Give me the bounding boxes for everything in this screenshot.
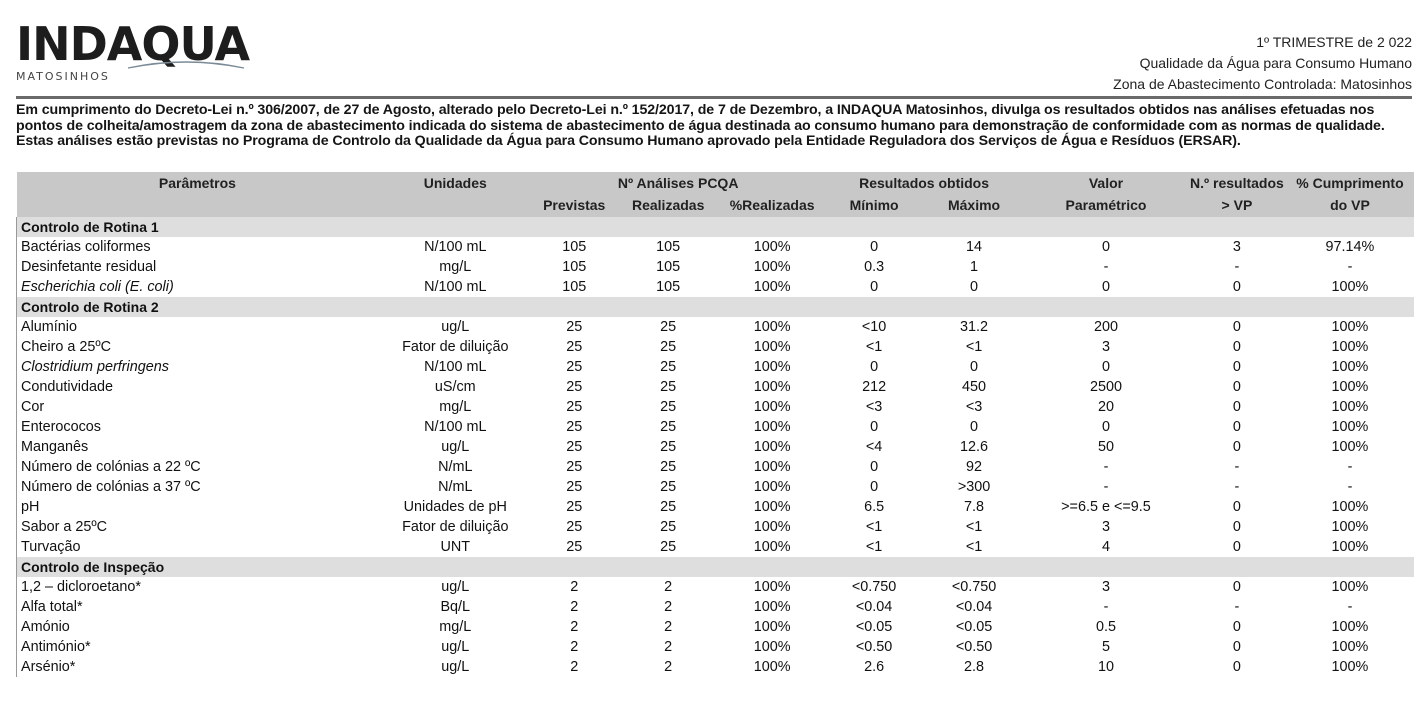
cell-prev: 25 [566, 379, 583, 395]
cell-cump: 100% [1331, 359, 1369, 375]
cell-n: 0 [1232, 659, 1241, 675]
cell-cump: 100% [1331, 279, 1369, 295]
cell-vp: 3 [1101, 339, 1110, 355]
cell-unit: N/100 mL [424, 419, 487, 435]
cell-cump: 97.14% [1325, 239, 1375, 255]
cell-unit: Bq/L [440, 599, 471, 615]
cell-cump: 100% [1331, 659, 1369, 675]
cell-vp: 50 [1097, 439, 1114, 455]
cell-max: <0.04 [955, 599, 993, 615]
cell-real: 25 [660, 479, 677, 495]
cell-min: <0.05 [855, 619, 893, 635]
cell-prev: 25 [566, 359, 583, 375]
cell-n: 0 [1232, 439, 1241, 455]
section-header [17, 557, 1415, 577]
parameter-name: Desinfetante residual [17, 257, 379, 277]
cell-n: 0 [1232, 399, 1241, 415]
cell-min: <0.750 [851, 579, 897, 595]
cell-unit: ug/L [441, 319, 470, 335]
parameter-name: Número de colónias a 37 ºC [17, 477, 379, 497]
cell-real: 25 [660, 459, 677, 475]
cell-real: 25 [660, 539, 677, 555]
cell-max: >300 [957, 479, 991, 495]
cell-max: <0.05 [955, 619, 993, 635]
cell-unit: mg/L [439, 399, 472, 415]
table-row [17, 457, 1415, 477]
cell-vp: 3 [1101, 579, 1110, 595]
cell-n: 0 [1232, 539, 1241, 555]
cell-vp: 0 [1101, 239, 1110, 255]
parameter-name: Bactérias coliformes [17, 237, 379, 257]
cell-min: <1 [865, 519, 883, 535]
cell-real: 105 [656, 259, 681, 275]
cell-real: 105 [656, 279, 681, 295]
col-resultados: Resultados obtidos [824, 172, 1024, 193]
col-pct-realizadas: %Realizadas [720, 193, 824, 217]
cell-prev: 25 [566, 419, 583, 435]
cell-n: 0 [1232, 579, 1241, 595]
col-analises: Nº Análises PCQA [532, 172, 824, 193]
report-subtitle: Qualidade da Água para Consumo Humano [1139, 55, 1412, 71]
cell-prev: 25 [566, 459, 583, 475]
col-realizadas: Realizadas [616, 193, 720, 217]
cell-n: - [1234, 479, 1240, 495]
cell-cump: 100% [1331, 419, 1369, 435]
col-nresultados: N.º resultados [1188, 172, 1286, 193]
table-row [17, 337, 1415, 357]
cell-min: 0 [870, 279, 879, 295]
cell-pct: 100% [753, 579, 791, 595]
indaqua-logo [16, 17, 250, 83]
parameter-name: Condutividade [17, 377, 379, 397]
results-table [16, 172, 1414, 677]
cell-n: 0 [1232, 619, 1241, 635]
cell-prev: 25 [566, 439, 583, 455]
col-unidades: Unidades [378, 172, 532, 193]
cell-prev: 105 [562, 279, 587, 295]
cell-pct: 100% [753, 599, 791, 615]
cell-pct: 100% [753, 359, 791, 375]
cell-pct: 100% [753, 379, 791, 395]
cell-max: 2.8 [964, 659, 985, 675]
parameter-name: Enterococos [17, 417, 379, 437]
table-row [17, 597, 1415, 617]
cell-cump: 100% [1331, 499, 1369, 515]
cell-prev: 105 [562, 259, 587, 275]
cell-real: 25 [660, 399, 677, 415]
parameter-name: Clostridium perfringens [17, 357, 379, 377]
cell-cump: 100% [1331, 519, 1369, 535]
col-maximo: Máximo [924, 193, 1024, 217]
cell-cump: 100% [1331, 539, 1369, 555]
cell-max: 12.6 [960, 439, 989, 455]
cell-pct: 100% [753, 519, 791, 535]
cell-vp: - [1103, 479, 1109, 495]
cell-prev: 2 [570, 619, 579, 635]
brand-name: INDAQUA [16, 17, 250, 71]
cell-unit: mg/L [439, 259, 472, 275]
supply-zone: Zona de Abastecimento Controlada: Matosinhos [1113, 76, 1412, 92]
cell-pct: 100% [753, 539, 791, 555]
table-row [17, 617, 1415, 637]
section-title: Controlo de Inspeção [17, 557, 1415, 577]
cell-n: 0 [1232, 339, 1241, 355]
cell-min: <1 [865, 339, 883, 355]
cell-n: 0 [1232, 319, 1241, 335]
cell-max: <1 [965, 339, 983, 355]
cell-real: 25 [660, 519, 677, 535]
results-body [17, 217, 1415, 677]
section-title: Controlo de Rotina 1 [17, 217, 1415, 237]
cell-vp: 0 [1101, 419, 1110, 435]
cell-vp: 200 [1093, 319, 1118, 335]
cell-real: 25 [660, 359, 677, 375]
cell-cump: 100% [1331, 339, 1369, 355]
cell-vp: 20 [1097, 399, 1114, 415]
cell-cump: - [1347, 459, 1353, 475]
cell-pct: 100% [753, 319, 791, 335]
cell-cump: - [1347, 599, 1353, 615]
cell-vp: >=6.5 e <=9.5 [1061, 499, 1151, 515]
parameter-name: Amónio [17, 617, 379, 637]
parameter-name: Número de colónias a 22 ºC [17, 457, 379, 477]
cell-max: 450 [962, 379, 987, 395]
col-gt-vp: > VP [1188, 193, 1286, 217]
table-row [17, 317, 1415, 337]
cell-vp: - [1103, 459, 1109, 475]
cell-unit: N/100 mL [424, 279, 487, 295]
cell-real: 2 [664, 579, 673, 595]
cell-real: 25 [660, 339, 677, 355]
cell-n: 0 [1232, 359, 1241, 375]
cell-vp: - [1103, 599, 1109, 615]
cell-real: 2 [664, 639, 673, 655]
col-do-vp: do VP [1286, 193, 1414, 217]
cell-min: <0.04 [855, 599, 893, 615]
cell-cump: 100% [1331, 399, 1369, 415]
cell-cump: - [1347, 479, 1353, 495]
cell-max: <1 [965, 519, 983, 535]
cell-max: <1 [965, 539, 983, 555]
table-row [17, 357, 1415, 377]
cell-unit: N/mL [438, 459, 473, 475]
cell-cump: 100% [1331, 439, 1369, 455]
cell-min: 0 [870, 359, 879, 375]
cell-vp: 3 [1101, 519, 1110, 535]
cell-prev: 2 [570, 579, 579, 595]
intro-paragraph: Em cumprimento do Decreto-Lei n.º 306/2007, de 27 de Agosto, alterado pelo Decreto-Lei n.º 152/2017, de 7 de Dezembro, a INDAQUA Matosinhos, divulga os resultados obtidos nas análises efetuadas nos pontos de colheita/amostragem da zona de abastecimento indicada do sistema de abastecimento de água destinada ao consumo humano para demonstração de conformidade com as normas de qualidade. Estas análises estão previstas no Programa de Controlo da Qualidade da Água para Consumo Humano aprovado pela Entidade Reguladora dos Serviços de Água e Resíduos (ERSAR). [16, 102, 1385, 149]
cell-min: 0 [870, 459, 879, 475]
cell-min: 0.3 [864, 259, 885, 275]
parameter-name: Alfa total* [17, 597, 379, 617]
cell-unit: mg/L [439, 619, 472, 635]
cell-prev: 105 [562, 239, 587, 255]
brand-subtitle: MATOSINHOS [16, 70, 110, 83]
cell-cump: 100% [1331, 639, 1369, 655]
cell-prev: 2 [570, 659, 579, 675]
cell-cump: 100% [1331, 379, 1369, 395]
cell-min: <1 [865, 539, 883, 555]
table-row [17, 257, 1415, 277]
cell-unit: N/100 mL [424, 359, 487, 375]
cell-max: <0.750 [951, 579, 997, 595]
cell-unit: uS/cm [434, 379, 476, 395]
col-previstas: Previstas [532, 193, 616, 217]
table-row [17, 657, 1415, 677]
cell-prev: 2 [570, 599, 579, 615]
cell-real: 2 [664, 619, 673, 635]
cell-prev: 25 [566, 539, 583, 555]
cell-n: - [1234, 259, 1240, 275]
cell-pct: 100% [753, 259, 791, 275]
parameter-name: Escherichia coli (E. coli) [17, 277, 379, 297]
report-header [1113, 32, 1412, 95]
col-cumprimento: % Cumprimento [1286, 172, 1414, 193]
cell-pct: 100% [753, 399, 791, 415]
col-valor: Valor [1024, 172, 1188, 193]
cell-vp: 0 [1101, 279, 1110, 295]
parameter-name: Arsénio* [17, 657, 379, 677]
col-parametrico: Paramétrico [1024, 193, 1188, 217]
parameter-name: pH [17, 497, 379, 517]
cell-min: 2.6 [864, 659, 885, 675]
cell-unit: ug/L [441, 639, 470, 655]
cell-prev: 25 [566, 319, 583, 335]
cell-n: - [1234, 599, 1240, 615]
cell-cump: 100% [1331, 619, 1369, 635]
cell-vp: 0 [1101, 359, 1110, 375]
parameter-name: Turvação [17, 537, 379, 557]
cell-prev: 25 [566, 499, 583, 515]
cell-pct: 100% [753, 479, 791, 495]
cell-max: 31.2 [960, 319, 989, 335]
cell-cump: - [1347, 259, 1353, 275]
cell-min: <3 [865, 399, 883, 415]
cell-pct: 100% [753, 339, 791, 355]
cell-real: 2 [664, 599, 673, 615]
cell-n: 0 [1232, 639, 1241, 655]
table-row [17, 397, 1415, 417]
cell-min: 0 [870, 419, 879, 435]
cell-max: 0 [970, 419, 979, 435]
cell-unit: Fator de diluição [402, 519, 509, 535]
cell-n: 0 [1232, 519, 1241, 535]
cell-unit: UNT [440, 539, 471, 555]
cell-min: 6.5 [864, 499, 885, 515]
cell-vp: 4 [1101, 539, 1110, 555]
cell-pct: 100% [753, 279, 791, 295]
cell-max: <3 [965, 399, 983, 415]
cell-prev: 25 [566, 339, 583, 355]
table-row [17, 237, 1415, 257]
cell-pct: 100% [753, 659, 791, 675]
cell-pct: 100% [753, 439, 791, 455]
cell-real: 25 [660, 499, 677, 515]
col-parametros: Parâmetros [17, 172, 379, 193]
table-row [17, 277, 1415, 297]
parameter-name: Alumínio [17, 317, 379, 337]
cell-prev: 25 [566, 399, 583, 415]
parameter-name: Antimónio* [17, 637, 379, 657]
cell-vp: 0.5 [1095, 619, 1116, 635]
cell-max: 7.8 [964, 499, 985, 515]
parameter-name: Cor [17, 397, 379, 417]
cell-min: <4 [865, 439, 883, 455]
cell-max: 1 [970, 259, 979, 275]
cell-vp: 5 [1101, 639, 1110, 655]
cell-max: <0.50 [955, 639, 993, 655]
table-row [17, 477, 1415, 497]
cell-n: 0 [1232, 379, 1241, 395]
section-header [17, 217, 1415, 237]
cell-pct: 100% [753, 239, 791, 255]
cell-min: <0.50 [855, 639, 893, 655]
cell-unit: ug/L [441, 439, 470, 455]
cell-real: 2 [664, 659, 673, 675]
cell-n: 0 [1232, 499, 1241, 515]
cell-real: 105 [656, 239, 681, 255]
cell-real: 25 [660, 379, 677, 395]
cell-unit: N/mL [438, 479, 473, 495]
section-header [17, 297, 1415, 317]
cell-pct: 100% [753, 639, 791, 655]
cell-max: 0 [970, 279, 979, 295]
cell-cump: 100% [1331, 579, 1369, 595]
table-row [17, 537, 1415, 557]
cell-n: 3 [1232, 239, 1241, 255]
cell-prev: 25 [566, 479, 583, 495]
table-row [17, 377, 1415, 397]
cell-min: 212 [862, 379, 887, 395]
table-row [17, 577, 1415, 597]
cell-unit: ug/L [441, 659, 470, 675]
cell-real: 25 [660, 439, 677, 455]
cell-pct: 100% [753, 459, 791, 475]
parameter-name: Cheiro a 25ºC [17, 337, 379, 357]
cell-min: 0 [870, 239, 879, 255]
parameter-name: Manganês [17, 437, 379, 457]
cell-vp: - [1103, 259, 1109, 275]
parameter-name: 1,2 – dicloroetano* [17, 577, 379, 597]
cell-pct: 100% [753, 619, 791, 635]
cell-pct: 100% [753, 419, 791, 435]
table-row [17, 437, 1415, 457]
cell-unit: N/100 mL [424, 239, 487, 255]
table-row [17, 417, 1415, 437]
section-title: Controlo de Rotina 2 [17, 297, 1415, 317]
cell-unit: Fator de diluição [402, 339, 509, 355]
cell-n: 0 [1232, 419, 1241, 435]
cell-max: 0 [970, 359, 979, 375]
cell-max: 14 [966, 239, 983, 255]
cell-min: <10 [861, 319, 887, 335]
table-row [17, 637, 1415, 657]
cell-prev: 25 [566, 519, 583, 535]
cell-unit: ug/L [441, 579, 470, 595]
cell-n: 0 [1232, 279, 1241, 295]
report-period: 1º TRIMESTRE de 2 022 [1256, 34, 1412, 50]
parameter-name: Sabor a 25ºC [17, 517, 379, 537]
cell-cump: 100% [1331, 319, 1369, 335]
cell-real: 25 [660, 419, 677, 435]
cell-vp: 10 [1097, 659, 1114, 675]
table-row [17, 517, 1415, 537]
cell-prev: 2 [570, 639, 579, 655]
cell-real: 25 [660, 319, 677, 335]
cell-pct: 100% [753, 499, 791, 515]
cell-vp: 2500 [1089, 379, 1122, 395]
header-divider [16, 96, 1412, 99]
table-row [17, 497, 1415, 517]
cell-max: 92 [966, 459, 983, 475]
logo-swoosh-icon [16, 58, 246, 74]
cell-unit: Unidades de pH [403, 499, 507, 515]
cell-n: - [1234, 459, 1240, 475]
col-minimo: Mínimo [824, 193, 924, 217]
cell-min: 0 [870, 479, 879, 495]
